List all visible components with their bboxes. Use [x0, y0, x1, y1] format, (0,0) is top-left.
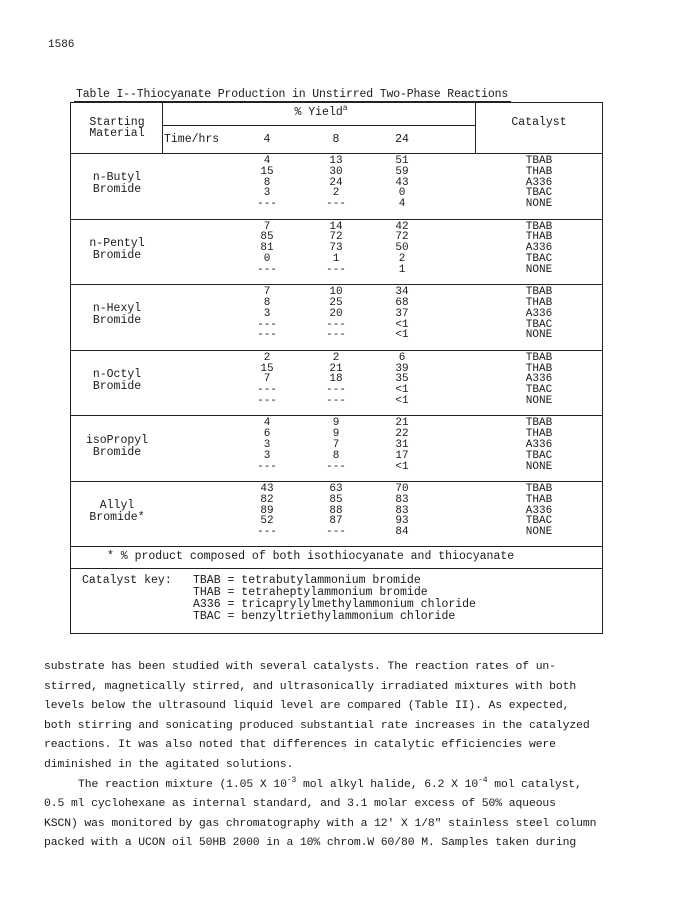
yield-cell: ---	[257, 460, 277, 473]
yield-cell: 39	[395, 362, 409, 375]
yield-cell: 0	[398, 187, 406, 200]
material-line: n-Pentyl	[89, 236, 145, 250]
body-line: reactions. It was also noted that differences in catalytic efficiencies were	[44, 739, 556, 752]
yield-cell: 14	[329, 220, 343, 233]
yield-cell: 6	[398, 351, 406, 364]
yield-cell: 20	[329, 307, 343, 320]
exponent: -3	[286, 775, 297, 785]
yield-column-4h	[257, 156, 277, 210]
catalyst-cell: THAB	[525, 493, 553, 506]
yield-cell: 2	[332, 351, 340, 364]
yield-cell: 43	[260, 483, 274, 495]
yield-cell: ---	[326, 394, 346, 407]
catalyst-cell: TBAB	[525, 417, 553, 430]
yield-cell: ---	[326, 198, 346, 211]
yield-superscript: a	[342, 104, 348, 113]
yield-column-24h	[395, 156, 408, 210]
yield-column-4h	[257, 222, 277, 276]
yield-cell: 72	[329, 231, 343, 244]
catalyst-cell: A336	[525, 373, 553, 386]
yield-column-8h	[326, 287, 346, 341]
yield-cell: ---	[257, 384, 277, 397]
yield-column-24h	[395, 484, 408, 538]
catalyst-cell: A336	[525, 176, 553, 189]
yield-cell: 2	[332, 187, 340, 200]
yield-cell: 7	[263, 220, 271, 233]
starting-material-header-line1: Starting	[89, 116, 145, 129]
material-line: Bromide	[92, 380, 142, 393]
catalyst-column	[526, 484, 552, 538]
yield-column-8h	[326, 484, 346, 538]
yield-cell: 72	[395, 231, 409, 244]
exponent: -4	[478, 775, 488, 785]
material-line: n-Hexyl	[92, 302, 142, 316]
yield-cell: 85	[329, 493, 343, 506]
material-line: n-Octyl	[92, 368, 142, 381]
body-text	[44, 658, 644, 854]
catalyst-cell: NONE	[525, 394, 553, 407]
yield-cell: ---	[257, 263, 277, 276]
yield-cell: 2	[398, 252, 406, 265]
yield-cell: 7	[263, 286, 271, 299]
body-line: substrate has been studied with several catalysts. The reaction rates of un-	[44, 661, 556, 673]
block-divider	[71, 415, 602, 416]
yield-cell: <1	[395, 329, 409, 342]
starting-material-header-line2: Material	[89, 127, 145, 140]
yield-cell: 83	[395, 493, 409, 506]
yield-cell: 25	[329, 296, 343, 309]
catalyst-key-line-2: THAB = tetraheptylammonium bromide	[193, 586, 428, 599]
catalyst-column	[526, 287, 552, 341]
catalyst-header: Catalyst	[511, 116, 567, 129]
catalyst-column	[526, 418, 552, 472]
catalyst-cell: NONE	[525, 460, 553, 473]
catalyst-key-line-1: TBAB = tetrabutylammonium bromide	[193, 574, 421, 587]
catalyst-cell: THAB	[525, 296, 553, 309]
starting-material	[86, 435, 148, 459]
yield-column-8h	[326, 156, 346, 210]
catalyst-cell: THAB	[525, 428, 553, 441]
yield-cell: 52	[260, 515, 274, 528]
body-line: stirred, magnetically stirred, and ultrasonically irradiated mixtures with both	[44, 680, 577, 693]
yield-cell: ---	[257, 394, 277, 407]
catalyst-key-line-4: TBAC = benzyltriethylammonium chloride	[193, 610, 456, 623]
body-line: 0.5 ml cyclohexane as internal standard, and 3.1 molar excess of 50% aqueous	[44, 798, 556, 811]
starting-material	[93, 172, 141, 196]
material-line: n-Butyl	[92, 171, 142, 185]
catalyst-cell: A336	[525, 307, 553, 320]
yield-cell: 3	[263, 307, 271, 320]
catalyst-cell: A336	[525, 504, 553, 517]
yield-cell: 7	[332, 438, 340, 451]
key-top-rule	[71, 568, 602, 569]
yield-cell: ---	[326, 318, 346, 331]
block-divider	[71, 481, 602, 482]
catalyst-cell: NONE	[525, 526, 553, 539]
yield-cell: 0	[263, 252, 271, 265]
time-header-label: Time/hrs	[164, 133, 220, 146]
body-line-with-exponents	[44, 776, 644, 796]
starting-material	[89, 500, 144, 524]
catalyst-cell: A336	[525, 242, 553, 255]
yield-cell: ---	[326, 526, 346, 539]
yield-cell: 4	[398, 198, 406, 211]
body-text-run: mol catalyst,	[487, 778, 582, 791]
catalyst-cell: TBAB	[525, 220, 553, 233]
material-line: Bromide	[92, 183, 142, 197]
yield-cell: ---	[326, 263, 346, 276]
catalyst-key-line-3: A336 = tricaprylylmethylammonium chloride	[193, 598, 476, 611]
table-title	[76, 88, 508, 101]
catalyst-cell: TBAC	[525, 515, 553, 528]
yield-cell: 9	[332, 417, 340, 430]
thiocyanate-table	[70, 102, 603, 634]
catalyst-column-divider	[475, 103, 476, 153]
footnote-top-rule	[71, 546, 602, 547]
material-line: Bromide	[92, 445, 142, 459]
catalyst-cell: TBAC	[525, 252, 553, 265]
material-line: Allyl	[99, 499, 135, 513]
yield-cell: 42	[395, 220, 409, 233]
catalyst-cell: TBAC	[525, 384, 553, 397]
yield-cell: ---	[326, 329, 346, 342]
yield-cell: 51	[395, 155, 409, 167]
yield-cell: 59	[395, 165, 409, 178]
yield-column-8h	[326, 353, 346, 407]
starting-material	[93, 303, 141, 327]
yield-cell: 24	[329, 176, 343, 189]
yield-cell: 7	[263, 373, 271, 386]
yield-cell: 17	[395, 449, 409, 462]
yield-cell: 68	[395, 296, 409, 309]
material-line: Bromide*	[89, 511, 145, 525]
yield-cell: 70	[395, 483, 409, 495]
time-header-8: 8	[332, 133, 340, 146]
catalyst-cell: TBAC	[525, 449, 553, 462]
yield-column-4h	[257, 287, 277, 341]
yield-column-8h	[326, 222, 346, 276]
catalyst-cell: NONE	[525, 198, 553, 211]
yield-cell: ---	[326, 460, 346, 473]
yield-cell: ---	[257, 526, 277, 539]
block-divider	[71, 350, 602, 351]
yield-cell: 9	[332, 428, 340, 441]
yield-cell: <1	[395, 394, 409, 407]
yield-header	[294, 104, 348, 119]
yield-cell: 18	[329, 373, 343, 386]
yield-cell: 13	[329, 155, 343, 167]
catalyst-column	[526, 353, 552, 407]
yield-column-8h	[326, 418, 346, 472]
yield-cell: ---	[257, 198, 277, 211]
header-bottom-rule	[71, 153, 602, 154]
catalyst-cell: TBAC	[525, 318, 553, 331]
block-divider	[71, 219, 602, 220]
yield-cell: ---	[257, 318, 277, 331]
body-line: diminished in the agitated solutions.	[44, 758, 294, 771]
table-title-text: Table I--Thiocyanate Production in Unstirred Two-Phase Reactions	[76, 88, 509, 101]
catalyst-column	[526, 156, 552, 210]
yield-cell: 84	[395, 526, 409, 539]
yield-cell: 85	[260, 231, 274, 244]
yield-column-4h	[257, 484, 277, 538]
yield-cell: 34	[395, 286, 409, 299]
catalyst-cell: TBAB	[525, 483, 553, 495]
yield-column-24h	[395, 353, 408, 407]
yield-cell: ---	[326, 384, 346, 397]
material-line: Bromide	[92, 248, 142, 262]
yield-cell: 8	[263, 296, 271, 309]
starting-material	[89, 238, 144, 262]
yield-cell: 89	[260, 504, 274, 517]
yield-cell: 30	[329, 165, 343, 178]
yield-cell: <1	[395, 318, 409, 331]
table-footnote: * % product composed of both isothiocyanate and thiocyanate	[107, 550, 515, 563]
catalyst-cell: NONE	[525, 263, 553, 276]
catalyst-cell: TBAC	[525, 187, 553, 200]
body-text-run: The reaction mixture (1.05 X 10	[78, 778, 287, 791]
body-line: levels below the ultrasound liquid level are compared (Table II). As expected,	[44, 700, 570, 713]
catalyst-cell: THAB	[525, 165, 553, 178]
catalyst-cell: TBAB	[525, 155, 553, 167]
yield-cell: 15	[260, 165, 274, 178]
yield-cell: 4	[263, 155, 271, 167]
yield-cell: <1	[395, 460, 409, 473]
starting-material	[93, 369, 141, 393]
yield-cell: 21	[395, 417, 409, 430]
yield-cell: 21	[329, 362, 343, 375]
yield-cell: 1	[332, 252, 340, 265]
catalyst-column	[526, 222, 552, 276]
time-header-4: 4	[263, 133, 271, 146]
material-line: isoPropyl	[85, 433, 149, 447]
yield-cell: 3	[263, 449, 271, 462]
yield-cell: 8	[332, 449, 340, 462]
yield-column-4h	[257, 418, 277, 472]
catalyst-cell: THAB	[525, 231, 553, 244]
yield-header-label: % Yield	[294, 106, 343, 119]
yield-cell: 1	[398, 263, 406, 276]
yield-cell: 8	[263, 176, 271, 189]
yield-cell: 4	[263, 417, 271, 430]
yield-cell: 82	[260, 493, 274, 506]
catalyst-cell: THAB	[525, 362, 553, 375]
yield-header-rule	[162, 125, 475, 126]
yield-cell: <1	[395, 384, 409, 397]
yield-cell: ---	[257, 329, 277, 342]
yield-cell: 31	[395, 438, 409, 451]
material-line: Bromide	[92, 314, 142, 328]
yield-cell: 6	[263, 428, 271, 441]
yield-cell: 43	[395, 176, 409, 189]
body-text-run: mol alkyl halide, 6.2 X 10	[296, 778, 479, 791]
catalyst-cell: TBAB	[525, 351, 553, 364]
yield-cell: 50	[395, 242, 409, 255]
catalyst-cell: NONE	[525, 329, 553, 342]
yield-cell: 35	[395, 373, 409, 386]
yield-cell: 87	[329, 515, 343, 528]
yield-cell: 63	[329, 483, 343, 495]
body-line: KSCN) was monitored by gas chromatography with a 12' X 1/8" stainless steel column	[44, 817, 597, 830]
yield-cell: 3	[263, 438, 271, 451]
yield-cell: 10	[329, 286, 343, 299]
yield-cell: 81	[260, 242, 274, 255]
page-number: 1586	[48, 39, 75, 51]
body-line: packed with a UCON oil 50HB 2000 in a 10% chrom.W 60/80 M. Samples taken during	[44, 837, 577, 850]
yield-cell: 88	[329, 504, 343, 517]
yield-cell: 15	[260, 362, 274, 375]
yield-column-24h	[395, 222, 408, 276]
yield-cell: 3	[263, 187, 271, 200]
header-left-divider	[162, 103, 163, 153]
yield-cell: 37	[395, 307, 409, 320]
catalyst-cell: TBAB	[525, 286, 553, 299]
block-divider	[71, 284, 602, 285]
yield-cell: 93	[395, 515, 409, 528]
time-header-24: 24	[395, 133, 409, 146]
yield-cell: 73	[329, 242, 343, 255]
catalyst-key-label: Catalyst key:	[82, 574, 172, 587]
yield-cell: 83	[395, 504, 409, 517]
body-line: both stirring and sonicating produced substantial rate increases in the catalyzed	[44, 719, 590, 732]
yield-column-4h	[257, 353, 277, 407]
yield-cell: 22	[395, 428, 409, 441]
yield-cell: 2	[263, 351, 271, 364]
yield-column-24h	[395, 287, 408, 341]
catalyst-cell: A336	[525, 438, 553, 451]
yield-column-24h	[395, 418, 408, 472]
